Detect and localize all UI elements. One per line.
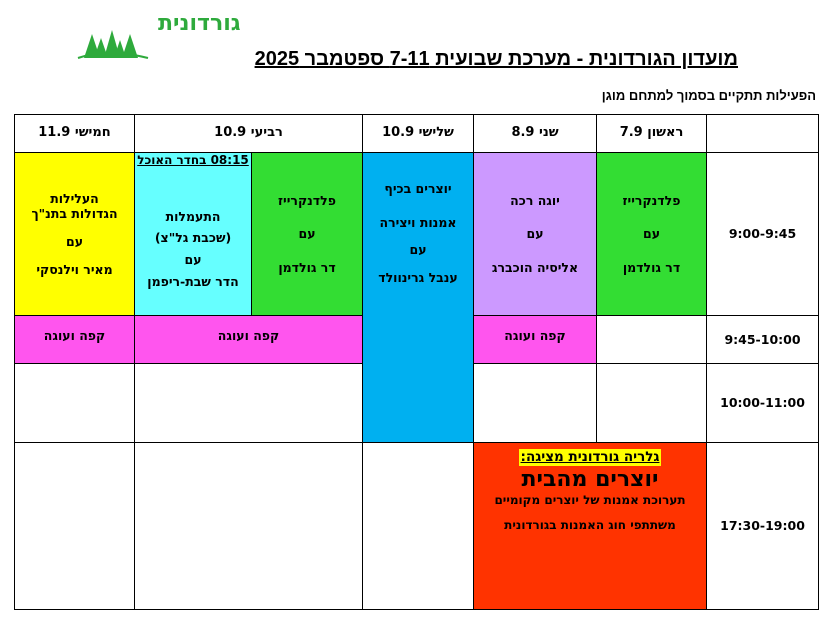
page-title: מועדון הגורדונית - מערכת שבועית 7-11 ספטמבר 2025 [254, 48, 738, 70]
empty-sunday-slot2 [596, 315, 707, 364]
empty-thursday-slot4 [14, 442, 135, 610]
time-slot-1: 9:00-9:45 [706, 152, 819, 316]
activity-tuesday-art: יוצרים בכיף אמנות ויצירה עם ענבל גרינוולד [362, 152, 474, 443]
gallery-event [473, 442, 707, 610]
activity-thursday-bible: העלילות הגדולות בתנ"ך עם מאיר וילנסקי [14, 152, 135, 316]
gallery-title: גלריה גורדונית מציגה: [520, 449, 660, 465]
empty-tuesday-slot4 [362, 442, 474, 610]
empty-wednesday-slot4 [134, 442, 363, 610]
activity-sunday-feldenkrais: פלדנקרייז עם דר גולדמן [596, 152, 707, 316]
coffee-monday: קפה ועוגה [473, 315, 597, 364]
corner-cell [706, 114, 819, 153]
empty-wednesday-slot3 [134, 363, 363, 443]
empty-thursday-slot3 [14, 363, 135, 443]
gallery-line-1: תערוכת אמנות של יוצרים מקומיים [494, 493, 686, 508]
empty-sunday-slot3 [596, 363, 707, 443]
time-slot-4: 17:30-19:00 [706, 442, 819, 610]
exercise-location-note: 08:15 בחדר האוכל [137, 153, 249, 167]
coffee-wednesday: קפה ועוגה [134, 315, 363, 364]
page-subtitle: הפעילות תתקיים בסמוך למתחם מוגן [601, 88, 816, 103]
header-wednesday: רביעי 10.9 [134, 114, 363, 153]
time-slot-2: 9:45-10:00 [706, 315, 819, 364]
header-sunday: ראשון 7.9 [596, 114, 707, 153]
time-slot-3: 10:00-11:00 [706, 363, 819, 443]
header-tuesday: שלישי 10.9 [362, 114, 474, 153]
logo-text: גורדונית [158, 11, 241, 36]
activity-wednesday-exercise: 08:15 בחדר האוכל התעמלות (שכבת גל"צ) עם הדר שבת-ריפמן [134, 152, 252, 316]
activity-wednesday-feldenkrais: פלדנקרייז עם דר גולדמן [251, 152, 363, 316]
empty-monday-slot3 [473, 363, 597, 443]
header-thursday: חמישי 11.9 [14, 114, 135, 153]
header-monday: שני 8.9 [473, 114, 597, 153]
gallery-line-2: משתתפי חוג האמנות בגורדונית [504, 518, 676, 533]
gallery-headline: יוצרים מהבית [521, 466, 659, 492]
activity-monday-yoga: יוגה רכה עם אליסיה הוכברג [473, 152, 597, 316]
coffee-thursday: קפה ועוגה [14, 315, 135, 364]
